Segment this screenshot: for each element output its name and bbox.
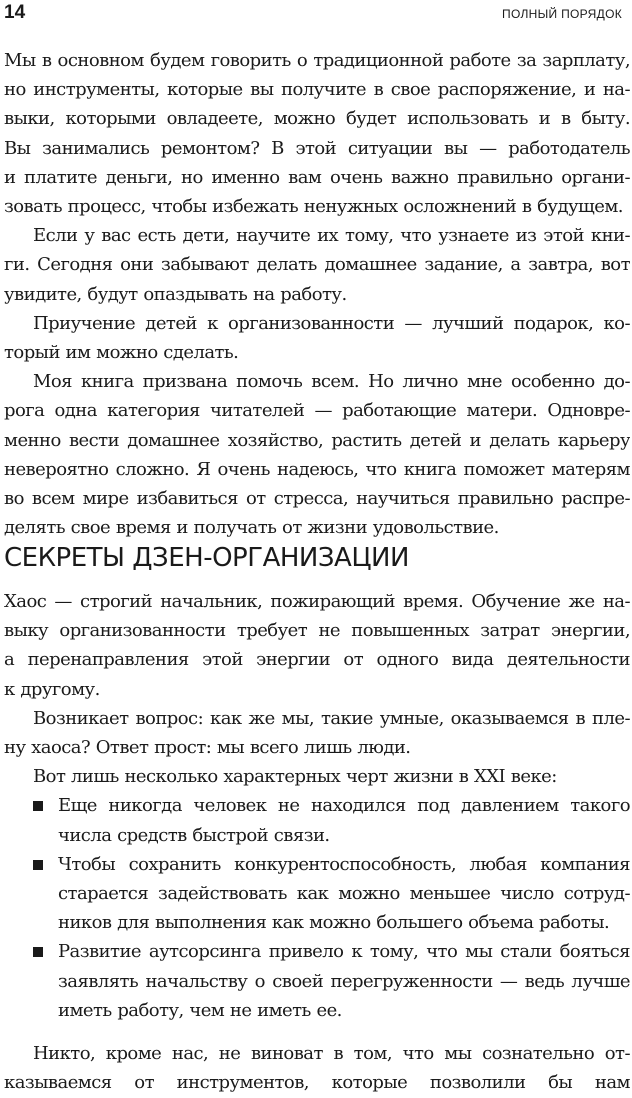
text-line: ги. Сегодня они забывают делать домашнее задание, а завтра, вот [4, 254, 630, 275]
text-line: во всем мире избавиться от стресса, научиться правильно распре- [4, 488, 630, 509]
bullet-line: иметь работу, чем не иметь ее. [58, 1000, 342, 1021]
text-line: Моя книга призвана помочь всем. Но лично мне особенно до- [33, 371, 630, 392]
bullet-marker [33, 860, 43, 870]
text-line: выку организованности требует не повышенных затрат энергии, [4, 620, 630, 641]
section-heading: СЕКРЕТЫ ДЗЕН-ОРГАНИЗАЦИИ [4, 543, 409, 573]
bullet-line: Развитие аутсорсинга привело к тому, что мы стали бояться [58, 941, 630, 962]
text-line: Если у вас есть дети, научите их тому, что узнаете из этой кни- [33, 225, 630, 246]
text-line: и платите деньги, но именно вам очень важно правильно органи- [4, 167, 630, 188]
text-line: а перенаправления этой энергии от одного вида деятельности [4, 649, 630, 670]
text-line: ну хаоса? Ответ прост: мы всего лишь люди. [4, 737, 411, 758]
bullet-line: числа средств быстрой связи. [58, 825, 330, 846]
text-line: к другому. [4, 679, 100, 700]
text-line: Приучение детей к организованности — лучший подарок, ко- [33, 313, 630, 334]
text-line: менно вести домашнее хозяйство, растить детей и делать карьеру [4, 430, 630, 451]
book-title: ПОЛНЫЙ ПОРЯДОК [502, 7, 622, 21]
bullet-line: старается задействовать как можно меньшее число сотруд- [58, 883, 630, 904]
bullet-line: Чтобы сохранить конкурентоспособность, любая компания [58, 854, 630, 875]
bullet-marker [33, 801, 43, 811]
text-line: Вы занимались ремонтом? В этой ситуации вы — работодатель [4, 138, 630, 159]
text-line: Вот лишь несколько характерных черт жизни в XXI веке: [33, 766, 557, 787]
bullet-line: Еще никогда человек не находился под давлением такого [58, 795, 630, 816]
bullet-marker [33, 947, 43, 957]
text-line: увидите, будут опаздывать на работу. [4, 284, 347, 305]
page-number: 14 [4, 2, 26, 23]
text-line: рога одна категория читателей — работающие матери. Одновре- [4, 400, 630, 421]
bullet-line: заявлять начальству о своей перегруженности — ведь лучше [58, 971, 630, 992]
text-line: но инструменты, которые вы получите в свое распоряжение, и на- [4, 79, 630, 100]
text-line: делять свое время и получать от жизни удовольствие. [4, 517, 499, 538]
text-line: Хаос — строгий начальник, пожирающий время. Обучение же на- [4, 591, 630, 612]
text-line: выки, которыми овладеете, можно будет использовать и в быту. [4, 108, 630, 129]
text-line: зовать процесс, чтобы избежать ненужных осложнений в будущем. [4, 196, 623, 217]
text-line: Никто, кроме нас, не виноват в том, что мы сознательно от- [33, 1043, 630, 1064]
bullet-line: ников для выполнения как можно большего объема работы. [58, 912, 610, 933]
text-line: Возникает вопрос: как же мы, такие умные, оказываемся в пле- [33, 708, 630, 729]
text-line: невероятно сложно. Я очень надеюсь, что книга поможет матерям [4, 459, 630, 480]
running-head [4, 2, 622, 28]
text-line: казываемся от инструментов, которые позволили бы нам [4, 1072, 630, 1093]
text-line: Мы в основном будем говорить о традиционной работе за зарплату, [4, 50, 630, 71]
text-line: торый им можно сделать. [4, 342, 239, 363]
